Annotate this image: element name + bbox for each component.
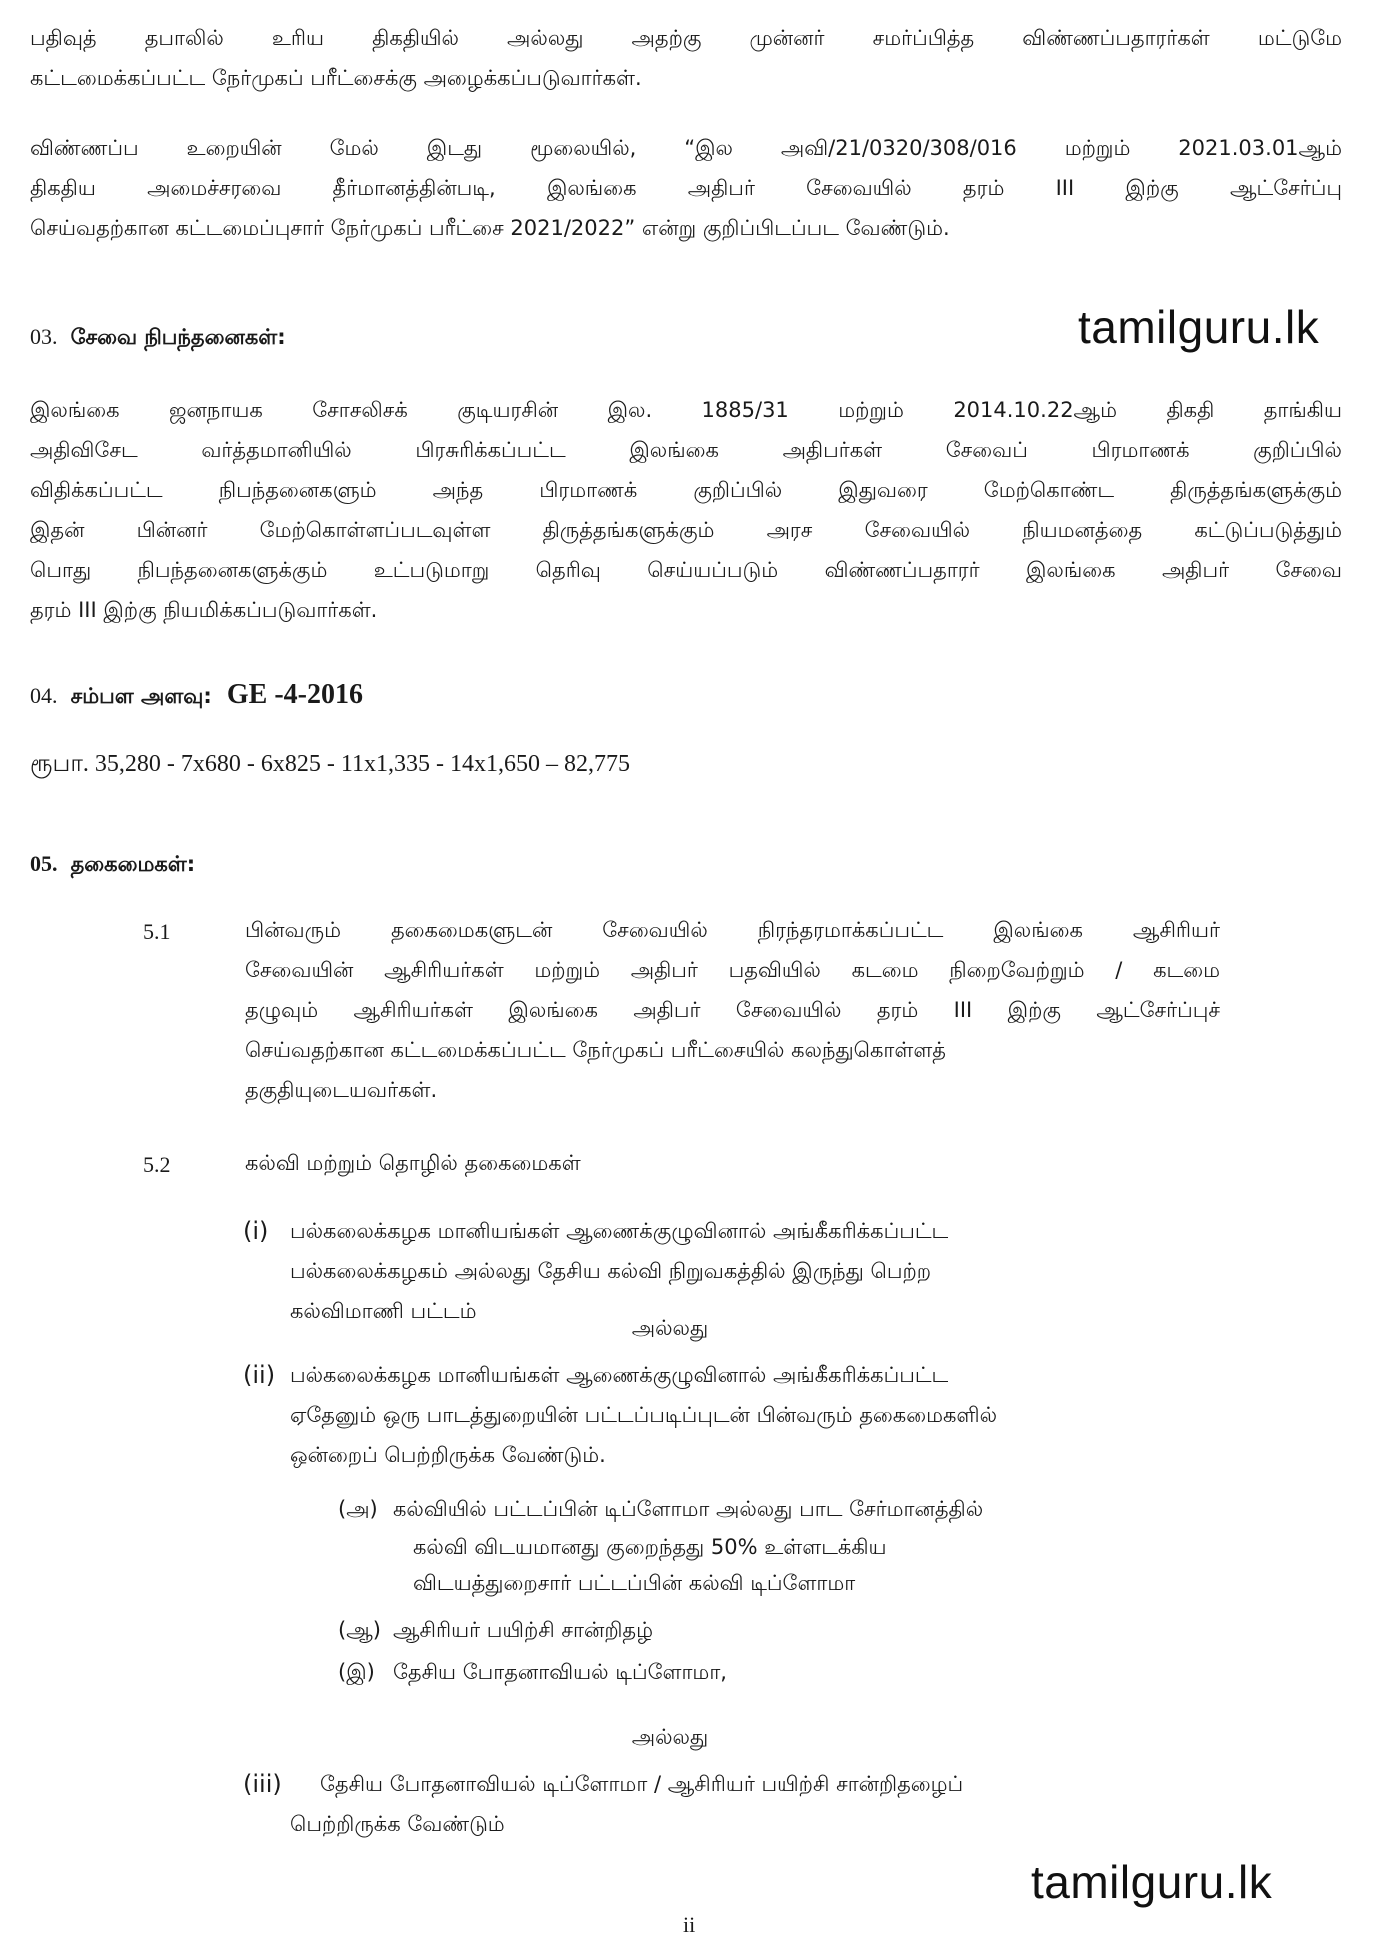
- section-03-line-5: பொது நிபந்தனைகளுக்கும் உட்படுமாறு தெரிவு செய்யப்படும் விண்ணப்பதாரர் இலங்கை அதிபர் சேவை: [30, 558, 1342, 582]
- section-03-line-6: தரம் III இற்கு நியமிக்கப்படுவார்கள்.: [30, 598, 378, 622]
- sub-item-a-line-1: கல்வியில் பட்டப்பின் டிப்ளோமா அல்லது பாட சேர்மானத்தில்: [393, 1497, 984, 1521]
- envelope-paragraph: [30, 128, 1342, 248]
- section-03-line-1: இலங்கை ஜனநாயக சோசலிசக் குடியரசின் இல. 1885/31 மற்றும் 2014.10.22ஆம் திகதி தாங்கிய: [30, 398, 1342, 422]
- section-03-number: 03.: [30, 324, 58, 349]
- envelope-line-1: விண்ணப்ப உறையின் மேல் இடது மூலையில், “இல அவி/21/0320/308/016 மற்றும் 2021.03.01ஆம்: [30, 136, 1342, 160]
- subsection-5-2-title: கல்வி மற்றும் தொழில் தகைமைகள்: [245, 1151, 581, 1175]
- watermark-top: tamilguru.lk: [1078, 301, 1320, 353]
- s51-line-3: தழுவும் ஆசிரியர்கள் இலங்கை அதிபர் சேவையில் தரம் III இற்கு ஆட்சேர்ப்புச்: [245, 998, 1220, 1022]
- item-i-line-3: கல்விமாணி பட்டம்: [290, 1299, 477, 1323]
- section-03-line-3: விதிக்கப்பட்ட நிபந்தனைகளும் அந்த பிரமாணக் குறிப்பில் இதுவரை மேற்கொண்ட திருத்தங்களுக்கும்: [30, 478, 1342, 502]
- section-03-title: சேவை நிபந்தனைகள்:: [70, 325, 286, 349]
- item-i-label: (i): [243, 1217, 269, 1245]
- item-ii-line-3: ஒன்றைப் பெற்றிருக்க வேண்டும்.: [290, 1443, 606, 1467]
- salary-code: GE -4-2016: [226, 679, 363, 710]
- sub-item-aa-label: (ஆ): [338, 1618, 381, 1642]
- item-iii-label: (iii): [243, 1770, 282, 1798]
- intro-line-1: பதிவுத் தபாலில் உரிய திகதியில் அல்லது அதற்கு முன்னர் சமர்ப்பித்த விண்ணப்பதாரர்கள் மட்டுமே: [30, 26, 1342, 50]
- item-ii-body: [290, 1355, 997, 1475]
- sub-item-i-text: தேசிய போதனாவியல் டிப்ளோமா,: [393, 1660, 727, 1684]
- watermark-bottom: tamilguru.lk: [1031, 1856, 1273, 1908]
- section-04-number: 04.: [30, 683, 58, 708]
- or-separator-1: அல்லது: [631, 1316, 709, 1340]
- section-03-body: [30, 390, 1342, 630]
- or-separator-2: அல்லது: [631, 1725, 709, 1749]
- subsection-5-2-number: 5.2: [143, 1152, 171, 1177]
- sub-item-i-label: (இ): [338, 1660, 375, 1684]
- item-iii-line-1: தேசிய போதனாவியல் டிப்ளோமா / ஆசிரியர் பயிற்சி சான்றிதழைப்: [320, 1772, 964, 1796]
- envelope-line-2: திகதிய அமைச்சரவை தீர்மானத்தின்படி, இலங்கை அதிபர் சேவையில் தரம் III இற்கு ஆட்சேர்ப்பு: [30, 176, 1342, 200]
- item-ii-line-2: ஏதேனும் ஒரு பாடத்துறையின் பட்டப்படிப்புடன் பின்வரும் தகைமைகளில்: [290, 1403, 998, 1427]
- section-04-title: சம்பள அளவு:: [70, 684, 212, 708]
- sub-item-a-cont: [413, 1529, 887, 1601]
- sub-item-aa-text: ஆசிரியர் பயிற்சி சான்றிதழ்: [393, 1618, 653, 1642]
- subsection-5-1-number: 5.1: [143, 919, 171, 944]
- section-03-heading: [30, 320, 286, 356]
- intro-line-2: கட்டமைக்கப்பட்ட நேர்முகப் பரீட்சைக்கு அழைக்கப்படுவார்கள்.: [30, 66, 642, 90]
- item-ii-line-1: பல்கலைக்கழக மானியங்கள் ஆணைக்குழுவினால் அங்கீகரிக்கப்பட்ட: [290, 1363, 949, 1387]
- page-number: ii: [683, 1912, 696, 1937]
- intro-paragraph: [30, 18, 1342, 98]
- item-i-line-2: பல்கலைக்கழகம் அல்லது தேசிய கல்வி நிறுவகத்தில் இருந்து பெற்ற: [290, 1259, 932, 1283]
- sub-item-a-line-2: கல்வி விடயமானது குறைந்தது 50% உள்ளடக்கிய: [413, 1535, 887, 1559]
- sub-item-a-label: (அ): [338, 1497, 378, 1521]
- envelope-line-3: செய்வதற்கான கட்டமைப்புசார் நேர்முகப் பரீட்சை 2021/2022” என்று குறிப்பிடப்பட வேண்டும்.: [30, 216, 950, 240]
- section-05-title: தகைமைகள்:: [70, 852, 196, 876]
- s51-line-4: செய்வதற்கான கட்டமைக்கப்பட்ட நேர்முகப் பரீட்சையில் கலந்துகொள்ளத்: [245, 1038, 946, 1062]
- s51-line-5: தகுதியுடையவர்கள்.: [245, 1078, 438, 1102]
- section-03-line-2: அதிவிசேட வர்த்தமானியில் பிரசுரிக்கப்பட்ட இலங்கை அதிபர்கள் சேவைப் பிரமாணக் குறிப்பில்: [30, 438, 1342, 462]
- s51-line-1: பின்வரும் தகைமைகளுடன் சேவையில் நிரந்தரமாக்கப்பட்ட இலங்கை ஆசிரியர்: [245, 918, 1220, 942]
- section-04-heading: [30, 677, 363, 716]
- item-iii-line-2: பெற்றிருக்க வேண்டும்: [290, 1812, 505, 1836]
- item-i-line-1: பல்கலைக்கழக மானியங்கள் ஆணைக்குழுவினால் அங்கீகரிக்கப்பட்ட: [290, 1219, 949, 1243]
- sub-item-a-line-3: விடயத்துறைசார் பட்டப்பின் கல்வி டிப்ளோமா: [413, 1571, 856, 1595]
- subsection-5-1-body: [245, 910, 1220, 1110]
- section-05-heading: [30, 846, 195, 884]
- s51-line-2: சேவையின் ஆசிரியர்கள் மற்றும் அதிபர் பதவியில் கடமை நிறைவேற்றும் / கடமை: [245, 958, 1220, 982]
- section-05-number: 05.: [30, 851, 58, 876]
- section-03-line-4: இதன் பின்னர் மேற்கொள்ளப்படவுள்ள திருத்தங்களுக்கும் அரச சேவையில் நியமனத்தை கட்டுப்படுத்தும்: [30, 518, 1342, 542]
- salary-scale: ரூபா. 35,280 - 7x680 - 6x825 - 11x1,335 - 14x1,650 – 82,775: [30, 751, 630, 777]
- item-ii-label: (ii): [243, 1361, 276, 1389]
